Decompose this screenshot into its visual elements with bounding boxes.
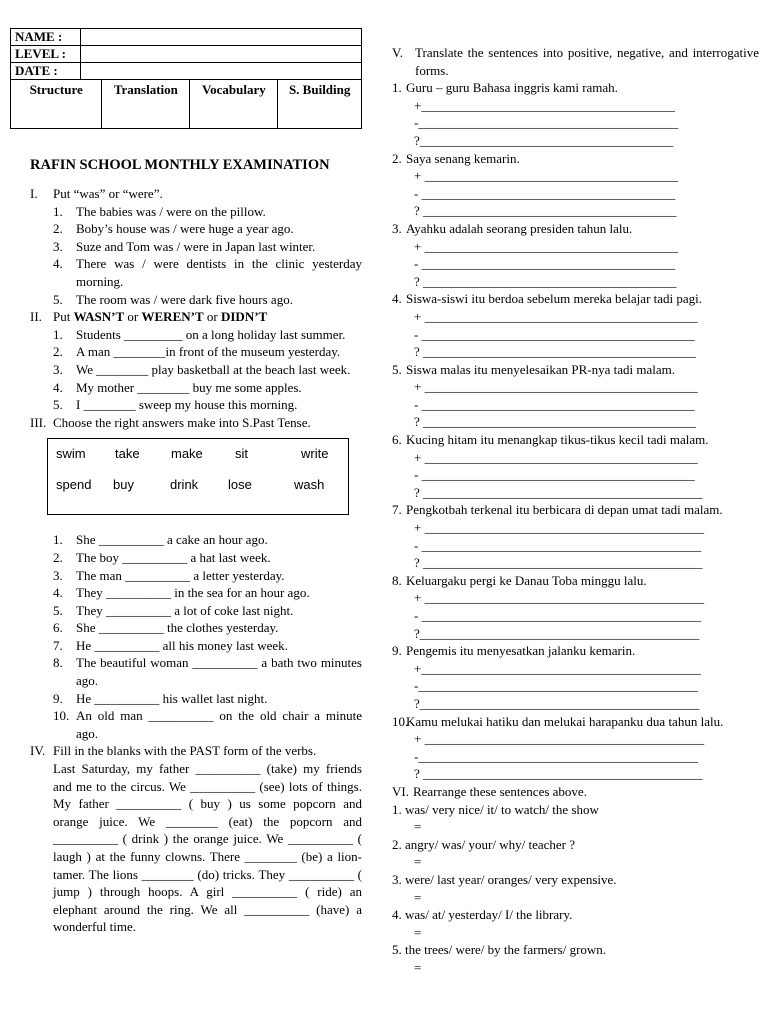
section-1-heading: I. Put “was” or “were”. [30,186,163,201]
translation-score-cell: Translation [102,80,190,129]
interrogative-answer-line[interactable]: ?_______________________________________ [414,132,674,148]
list-item: 4. My mother ________ buy me some apples. [53,379,302,395]
positive-answer-line[interactable]: + ___________________________________________ [414,590,705,606]
section-2-heading: II. Put WASN’T or WEREN’T or DIDN’T [30,309,268,325]
rearrange-item: 1. was/ very nice/ it/ to watch/ the show = [392,801,759,836]
positive-answer-line[interactable]: + _______________________________________ [414,168,679,184]
level-field[interactable] [81,46,362,63]
exam-title: RAFIN SCHOOL MONTHLY EXAMINATION [30,157,330,173]
list-item: 9. He __________ his wallet last night. [53,690,268,706]
interrogative-answer-line[interactable]: ? _______________________________________ [414,203,677,219]
date-field[interactable] [81,63,362,80]
negative-answer-line[interactable]: - _______________________________________ [414,185,676,201]
translation-item: 7. Pengkotbah terkenal itu berbicara di depan umat tadi malam. + ___________________________________________ - ___________________________________________ ? ___________________________________________ [392,501,759,571]
translation-item: 8. Keluargaku pergi ke Danau Toba minggu lalu. + ___________________________________________ - ___________________________________________ ?___________________________________________ [392,572,759,642]
word-bank-item: make [171,446,203,462]
negative-answer-line[interactable]: - ___________________________________________ [414,608,702,623]
circus-story-paragraph: Last Saturday, my father __________ (take) my friends and me to the circus. We __________ (see) lots of things. My father __________ ( buy ) us some popcorn and orange juice. We ________ (eat) the popcorn and __________ ( drink ) the orange juice. We __________ ( laugh ) at the funny clowns. There ________ (be) a lion-tamer. The lions ________ (do) tricks. They __________ ( jump ) through hoops. A girl __________ ( ride) an elephant around the ring. We all __________ (have) a wonderful time. [53,761,362,935]
name-label: NAME : [11,29,81,46]
positive-answer-line[interactable]: + ___________________________________________ [414,731,705,747]
answer-line[interactable]: = [414,889,422,905]
list-item: 5. The room was / were dark five hours ago. [53,291,293,307]
right-column [392,44,759,976]
list-item: 5. I ________ sweep my house this morning. [53,397,298,413]
positive-answer-line[interactable]: + ___________________________________________ [414,520,705,536]
translation-item: 6. Kucing hitam itu menangkap tikus-tikus kecil tadi malam. + __________________________________________ - __________________________________________ ? ___________________________________________ [392,431,759,501]
list-item: 6. She __________ the clothes yesterday. [53,620,279,636]
positive-answer-line[interactable]: + __________________________________________ [414,379,698,395]
list-item: 4. They __________ in the sea for an hour ago. [53,585,310,601]
rearrange-item: 4. was/ at/ yesterday/ I/ the library. = [392,906,759,941]
positive-answer-line[interactable]: +___________________________________________ [414,660,701,676]
word-bank-item: swim [56,446,86,462]
name-field[interactable] [81,29,362,46]
list-item: 1. The babies was / were on the pillow. [53,203,266,219]
translation-item: 2. Saya senang kemarin. + _______________________________________ - _______________________________________ ? _______________________________________ [392,150,759,220]
rearrange-item: 3. were/ last year/ oranges/ very expensive. = [392,871,759,906]
translation-item: 4. Siswa-siswi itu berdoa sebelum mereka belajar tadi pagi. + __________________________________________ - __________________________________________ ? __________________________________________ [392,290,759,360]
level-label: LEVEL : [11,46,81,63]
interrogative-answer-line[interactable]: ? __________________________________________ [414,344,697,360]
negative-answer-line[interactable]: -___________________________________________ [414,748,698,764]
section-3-heading: III. Choose the right answers make into S.Past Tense. [30,414,311,430]
translation-item: 5. Siswa malas itu menyelesaikan PR-nya tadi malam. + __________________________________________ - __________________________________________ ? __________________________________________ [392,361,759,431]
negative-answer-line[interactable]: - __________________________________________ [414,467,695,483]
section-3-list [30,531,362,742]
interrogative-answer-line[interactable]: ? ___________________________________________ [414,766,703,782]
negative-answer-line[interactable]: -________________________________________ [414,115,679,131]
translation-item: 10. Kamu melukai hatiku dan melukai harapanku dua tahun lalu. + ___________________________________________ -___________________________________________ ? ___________________________________________ [392,713,759,783]
list-item: 3. The man __________ a letter yesterday. [53,567,285,583]
list-item: 2. A man ________in front of the museum yesterday. [53,344,341,360]
section-5-heading: V. Translate the sentences into positive, negative, and interrogative forms. [392,45,759,78]
word-bank-item: drink [170,477,199,493]
date-label: DATE : [11,63,81,80]
interrogative-answer-line[interactable]: ?___________________________________________ [414,625,700,641]
translation-item: 1. Guru – guru Bahasa inggris kami ramah. +_______________________________________ -________________________________________ ?_______________________________________ [392,79,759,149]
section-4-heading: IV. Fill in the blanks with the PAST form of the verbs. [30,743,317,759]
student-info-table [10,28,362,129]
section-6-heading: VI. Rearrange these sentences above. [392,783,587,799]
answer-line[interactable]: = [414,819,422,835]
list-item: 5. They __________ a lot of coke last night. [53,602,294,618]
word-bank-item: wash [294,477,325,493]
word-bank-item: write [301,446,329,462]
negative-answer-line[interactable]: -___________________________________________ [414,678,698,694]
list-item: 3. Suze and Tom was / were in Japan last winter. [53,238,316,254]
translation-item: 9. Pengemis itu menyesatkan jalanku kemarin. +___________________________________________ -___________________________________________ ?___________________________________________ [392,642,759,712]
rearrange-item: 5. the trees/ were/ by the farmers/ grown. = [392,941,759,976]
answer-line[interactable]: = [414,854,422,870]
interrogative-answer-line[interactable]: ? __________________________________________ [414,414,697,430]
rearrange-item: 2. angry/ was/ your/ why/ teacher ? = [392,836,759,871]
interrogative-answer-line[interactable]: ? ___________________________________________ [414,555,703,571]
word-bank-item: lose [228,477,252,493]
list-item: 4. There was / were dentists in the clinic yesterday morning. [53,256,362,289]
list-item: 8. The beautiful woman __________ a bath two minutes ago. [53,655,362,689]
translation-item: 3. Ayahku adalah seorang presiden tahun lalu. + _______________________________________ - _______________________________________ ? _______________________________________ [392,220,759,290]
left-column [30,185,362,936]
vocabulary-score-cell: Vocabulary [190,80,278,129]
word-bank-item: buy [113,477,134,493]
word-bank-item: take [115,446,140,462]
positive-answer-line[interactable]: +_______________________________________ [414,97,675,113]
list-item: 10. An old man __________ on the old chair a minute ago. [53,708,362,741]
sentence-building-score-cell: S. Building [278,80,362,129]
word-bank-item: spend [56,477,92,493]
list-item: 1. She __________ a cake an hour ago. [53,532,268,548]
word-bank-item: sit [235,446,248,462]
list-item: 3. We ________ play basketball at the beach last week. [53,361,351,377]
list-item: 1. Students _________ on a long holiday last summer. [53,326,346,342]
list-item: 2. The boy __________ a hat last week. [53,549,271,565]
section-1-list [30,203,362,309]
negative-answer-line[interactable]: - __________________________________________ [414,326,695,342]
interrogative-answer-line[interactable]: ?___________________________________________ [414,695,700,711]
positive-answer-line[interactable]: + __________________________________________ [414,449,698,465]
positive-answer-line[interactable]: + __________________________________________ [414,308,698,324]
answer-line[interactable]: = [414,924,422,940]
negative-answer-line[interactable]: - __________________________________________ [414,396,695,412]
interrogative-answer-line[interactable]: ? _______________________________________ [414,273,677,289]
section-2-list [30,326,362,414]
list-item: 7. He __________ all his money last week. [53,637,288,653]
structure-score-cell: Structure [11,80,102,129]
list-item: 2. Boby’s house was / were huge a year ago. [53,221,294,237]
answer-line[interactable]: = [414,959,422,975]
interrogative-answer-line[interactable]: ? ___________________________________________ [414,484,703,500]
positive-answer-line[interactable]: + _______________________________________ [414,238,679,254]
negative-answer-line[interactable]: - _______________________________________ [414,256,676,272]
negative-answer-line[interactable]: - ___________________________________________ [414,537,702,553]
word-bank-box [47,438,349,515]
